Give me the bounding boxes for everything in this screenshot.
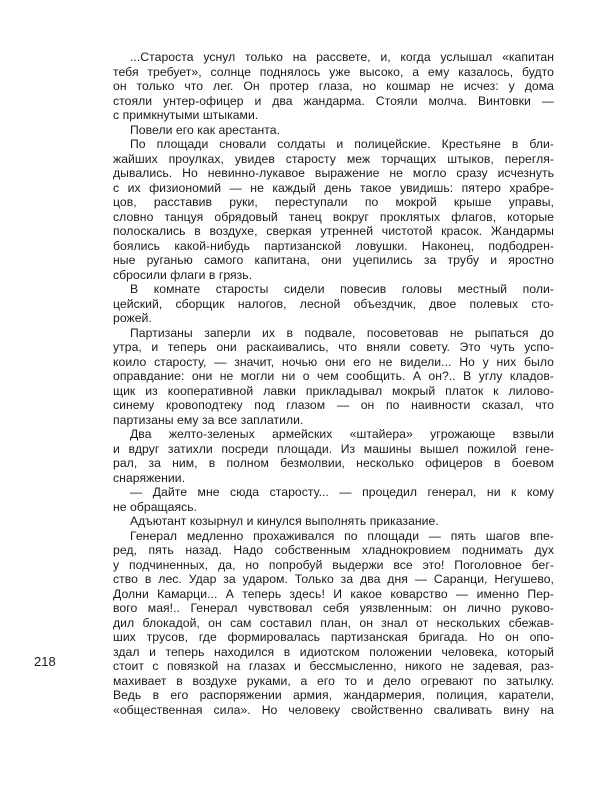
text-line: махивает в воздухе руками, а его то и дело огревают по затылку. <box>113 673 554 688</box>
text-line: Ведь в его распоряжении армия, жандармерия, полиция, каратели, <box>113 688 554 702</box>
text-line: В комнате старосты сидели повесив головы местный поли- <box>130 282 554 296</box>
page-number: 218 <box>34 654 56 669</box>
text-line: По площади сновали солдаты и полицейские. Крестьяне в бли- <box>130 137 554 151</box>
text-line: Долни Камарци... А теперь здесь! И какое коварство — именно Пер- <box>113 586 554 601</box>
text-line: дил блокадой, он сам составил план, он знал от нескольких сбежав- <box>113 615 554 630</box>
text-line: Адъютант козырнул и кинулся выполнять приказание. <box>130 514 439 528</box>
text-line: Повели его как арестанта. <box>130 122 281 137</box>
text-line: синему кровоподтеку под глазом — он по наивности сказал, что <box>113 398 554 412</box>
text-line: ших трусов, где формировалась партизанская бригада. Но он опо- <box>113 630 554 644</box>
text-line: с их физиономий — не каждый день такое увидишь: пятеро храбре- <box>113 180 554 195</box>
text-line: сбросили флаги в грязь. <box>113 267 253 282</box>
text-line: рал, за ним, в полном безмолвии, несколько офицеров в боевом <box>113 456 554 470</box>
text-line: вого мая!.. Генерал чувствовал себя уязвленным: он лично руково- <box>113 601 554 615</box>
text-line: цов, расставив руки, переступали по мокрой крыше управы, <box>113 195 554 209</box>
text-line: не обращаясь. <box>113 499 198 514</box>
text-line: он только что лег. Он протер глаза, но кошмар не исчез: у дома <box>113 79 554 93</box>
text-line: оправдание: они не могли ни о чем сообщить. А он?.. В углу кладов- <box>113 369 554 383</box>
text-line: Партизаны заперли их в подвале, посоветовав не рыпаться до <box>130 325 554 340</box>
text-line: стояли унтер-офицер и два жандарма. Стояли молча. Винтовки — <box>113 93 554 108</box>
text-line: утра, и теперь они раскаивались, что вняли совету. Это чуть успо- <box>113 340 554 354</box>
text-line: ред, пять назад. Надо собственным хладнокровием поднимать дух <box>113 543 554 557</box>
text-line: ...Староста уснул только на рассвете, и, когда услышал «капитан <box>130 50 554 64</box>
text-line: цейский, сборщик налогов, лесной объездчик, двое полевых сто- <box>113 296 554 311</box>
text-line: рожей. <box>113 311 152 325</box>
text-line: словно танцуя обрядовый танец вокруг проклятых флагов, которые <box>113 209 554 224</box>
text-line: коило старосту, — значит, ночью они его не видели... Но у них было <box>113 354 554 369</box>
text-line: — Дайте мне сюда старосту... — процедил генерал, ни к кому <box>130 485 554 499</box>
text-line: жайших проулках, увидев старосту меж торчащих штыков, перегля- <box>113 151 554 166</box>
text-line: ные руганью самого капитана, они уцепились за трубу и яростно <box>113 253 554 267</box>
text-line: боялись какой-нибудь партизанской ловушки. Наконец, подбодрен- <box>113 238 554 253</box>
body-text <box>113 50 554 717</box>
text-line: Два желто-зеленых армейских «штайера» угрожающе взвыли <box>130 427 554 441</box>
text-line: и вдруг затихли посреди площади. Из машины вышел пожилой гене- <box>113 441 554 456</box>
text-line: партизаны ему за все заплатили. <box>113 412 304 427</box>
text-line: дывались. Но невинно-лукавое выражение не могло сразу исчезнуть <box>113 166 554 180</box>
text-line: снаряжении. <box>113 470 186 485</box>
text-line: ство в лес. Удар за ударом. Только за два дня — Саранци, Негушево, <box>113 572 554 586</box>
text-line: здал и теперь находился в идиотском положении человека, который <box>113 644 554 659</box>
text-line: «общественная сила». Но человеку свойственно сваливать вину на <box>113 702 554 717</box>
text-line: щик из кооперативной лавки прикладывал мокрый платок к лилово- <box>113 383 554 398</box>
text-line: стоит с повязкой на глазах и бессмысленно, никого не задевая, раз- <box>113 659 554 673</box>
text-line: тебя требует», солнце поднялось уже высоко, а ему казалось, будто <box>113 64 554 79</box>
text-line: полоскались в воздухе, сверкая утренней чистотой красок. Жандармы <box>113 224 554 238</box>
text-line: у подчиненных, да, но попробуй выдержи все это! Поголовное бег- <box>113 557 554 572</box>
text-line: Генерал медленно прохаживался по площади — пять шагов впе- <box>130 528 554 543</box>
text-line: с примкнутыми штыками. <box>113 108 259 122</box>
